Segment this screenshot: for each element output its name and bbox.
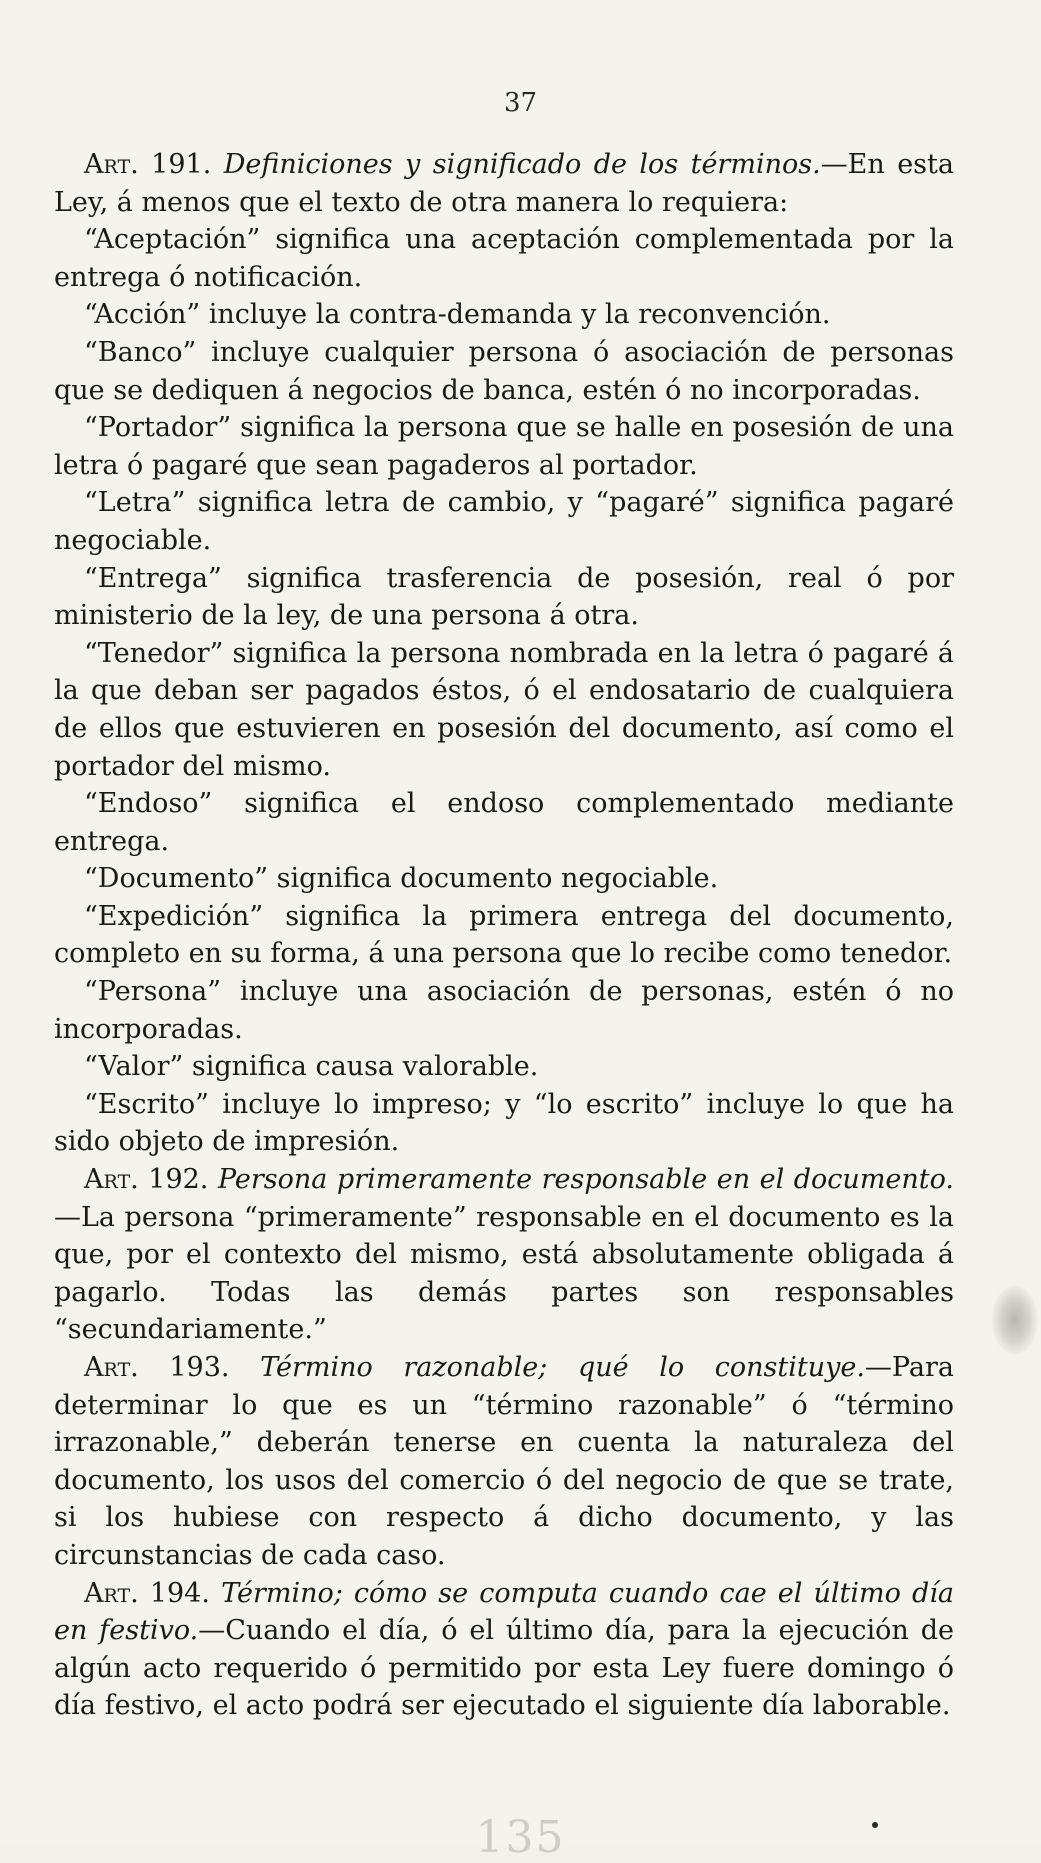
definition: “Portador” significa la persona que se halle en posesión de una letra ó pagaré que sean pagaderos al portador. [54, 412, 954, 481]
definition: “Endoso” significa el endoso complementado mediante entrega. [54, 788, 954, 857]
art-192 [54, 1161, 954, 1349]
article-text: —Cuando el día, ó el último día, para la ejecución de algún acto requerido ó permitido por esta Ley fuere domingo ó día festivo, el acto podrá ser ejecutado el siguiente día laborable. [54, 1615, 954, 1722]
page-number: 37 [503, 88, 538, 118]
art-194 [54, 1575, 954, 1725]
article-title: Término; cómo se computa cuando cae el último día en festivo. [54, 1577, 954, 1647]
definition: “Escrito” incluye lo impreso; y “lo escrito” incluye lo que ha sido objeto de impresión. [54, 1088, 954, 1158]
definition: “Documento” significa documento negociable. [84, 863, 719, 895]
article-title: Término razonable; qué lo constituye. [260, 1352, 865, 1383]
art-193 [54, 1349, 954, 1575]
article-title: Definiciones y significado de los términos. [223, 149, 821, 180]
article-label: Art. 192. [84, 1164, 209, 1196]
definition: “Entrega” significa trasferencia de posesión, real ó por ministerio de la ley, de una persona á otra. [54, 562, 954, 632]
ink-dot [872, 1822, 878, 1828]
sheet-stamp-number: 135 [475, 1812, 566, 1863]
art-191-heading [54, 146, 954, 221]
article-label: Art. 191. [84, 149, 212, 180]
article-text: —En esta Ley, á menos que el texto de otra manera lo requiera: [54, 149, 954, 218]
article-label: Art. 194. [84, 1577, 210, 1609]
definition: “Tenedor” significa la persona nombrada en la letra ó pagaré á la que deban ser pagados éstos, ó el endosatario de cualquiera de ellos que estuvieren en posesión del documento, así como el portador del mismo. [54, 637, 954, 782]
definition: “Letra” significa letra de cambio, y “pagaré” significa pagaré negociable. [54, 487, 954, 556]
article-label: Art. 193. [84, 1352, 230, 1383]
article-title: Persona primeramente responsable en el documento. [217, 1164, 954, 1196]
article-text: —Para determinar lo que es un “término razonable” ó “término irrazonable,” deberán tenerse en cuenta la naturaleza del documento, los usos del comercio ó del negocio de que se trate, si los hubiese con respecto á dicho documento, y las circunstancias de cada caso. [54, 1352, 954, 1571]
definition: “Persona” incluye una asociación de personas, estén ó no incorporadas. [54, 976, 954, 1045]
page-smudge [992, 1285, 1038, 1355]
definition: “Banco” incluye cualquier persona ó asociación de personas que se dediquen á negocios de banca, estén ó no incorporadas. [54, 336, 954, 406]
definition: “Aceptación” significa una aceptación complementada por la entrega ó notificación. [54, 224, 954, 293]
definition: “Acción” incluye la contra-demanda y la reconvención. [84, 299, 831, 331]
article-text: —La persona “primeramente” responsable en el documento es la que, por el contexto del mismo, está absolutamente obligada á pagarlo. Todas las demás partes son responsables “secundariamente.” [54, 1201, 954, 1346]
page-body [54, 146, 954, 1725]
definition: “Expedición” significa la primera entrega del documento, completo en su forma, á una persona que lo recibe como tenedor. [54, 900, 954, 970]
definition: “Valor” significa causa valorable. [84, 1051, 539, 1083]
